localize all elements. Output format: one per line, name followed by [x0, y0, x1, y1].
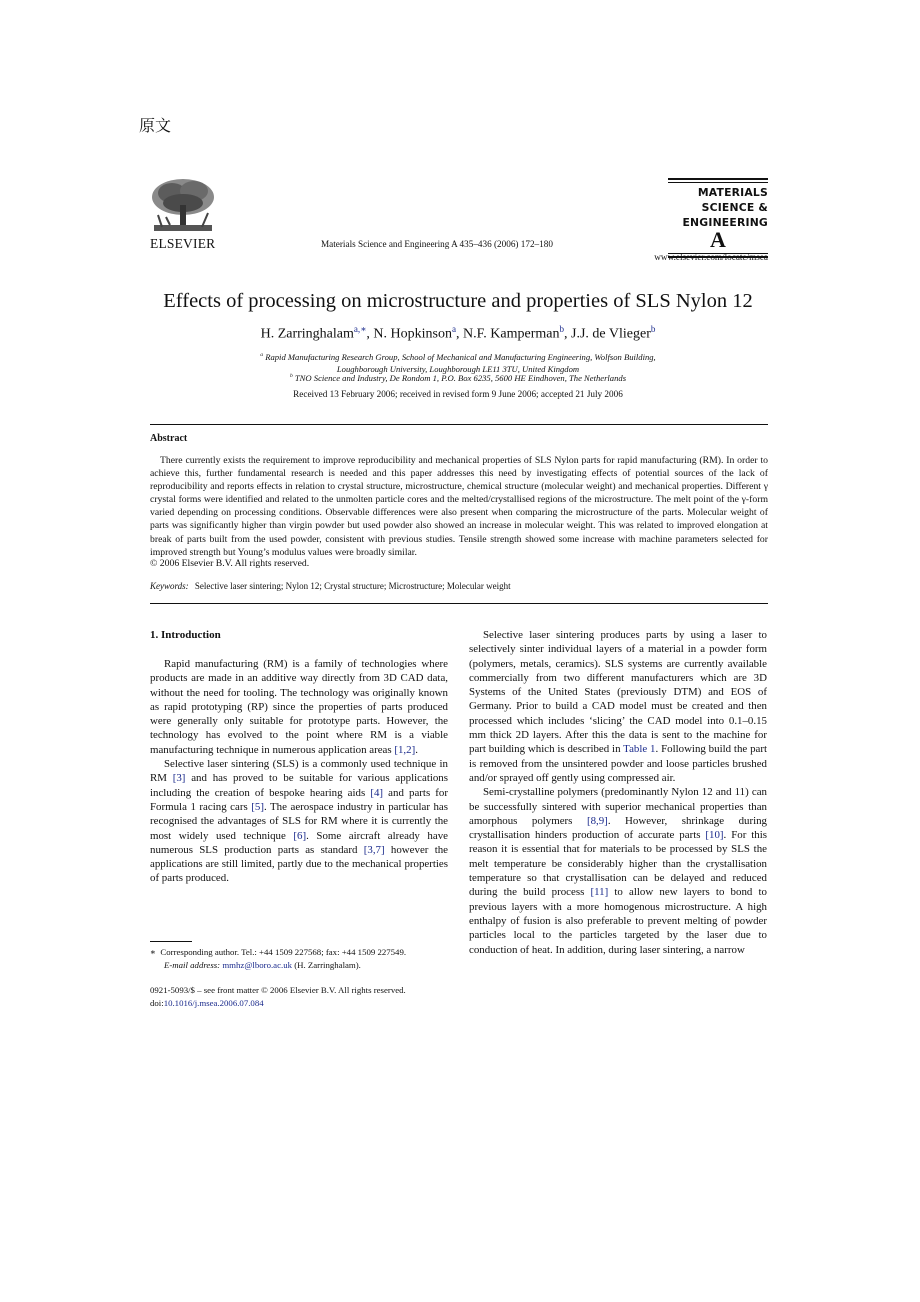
- paragraph: Semi-crystalline polymers (predominantly Nylon 12 and 11) can be successfully sintered with superior mechanical properties than amorphous polymers [8,9]. However, shrinkage during crystallisation hinders production of accurate parts [10]. For this reason it is essential that for materials to be processed by SLS the melt temperature be considerably higher than the crystallisation temperature so that crystallisation can be delayed and reduced during the build process [11] to allow new layers to bond to previous layers with a more homogenous microstructure. A high enthalpy of fusion is also preferable to prevent melting of powder particles local to the particles targeted by the laser due to conduction of heat. In addition, during laser sintering, a narrow: [469, 786, 768, 956]
- footnote-text: Corresponding author. Tel.: +44 1509 227568; fax: +44 1509 227549.: [160, 947, 407, 957]
- author-affil-mark[interactable]: b: [650, 324, 656, 334]
- citation-link[interactable]: [8,9]: [586, 814, 608, 827]
- divider: [150, 603, 768, 604]
- paragraph: Selective laser sintering produces parts by using a laser to selectively sinter individual layers of a material in a powder form (polymers, metals, ceramics). SLS systems are currently available commercially from two different manufacturers which are 3D Systems of the United States (previously DTM) and EOS of Germany. Prior to build a CAD model must be created and then processed which includes ‘slicing’ the CAD model into 0.1–0.15 mm thick 2D layers. After this the data is sent to the machine for part building which is described in Table 1. Following build the part is removed from the unsintered powder and loose particles brushed and/or sprayed off gently using compressed air.: [469, 629, 767, 784]
- abstract-copyright: © 2006 Elsevier B.V. All rights reserved.: [150, 558, 310, 569]
- journal-logo: [668, 178, 768, 260]
- right-column: [469, 628, 767, 957]
- author-name: J.J. de Vlieger: [571, 326, 651, 342]
- affiliation-mark: b: [289, 373, 293, 380]
- section-heading: 1. Introduction: [150, 629, 221, 641]
- email-tail: (H. Zarringhalam).: [294, 960, 361, 970]
- citation-link[interactable]: [11]: [590, 886, 609, 899]
- affiliation-mark: a: [260, 352, 264, 358]
- divider: [150, 424, 768, 425]
- journal-citation: Materials Science and Engineering A 435–436 (2006) 172–180: [321, 239, 553, 249]
- citation-link[interactable]: [3,7]: [363, 843, 385, 856]
- footnote-rule: [150, 941, 192, 942]
- abstract-heading: Abstract: [150, 433, 188, 444]
- journal-url[interactable]: www.elsevier.com/locate/msea: [654, 252, 768, 262]
- front-matter: [150, 984, 450, 1009]
- elsevier-tree-logo: [150, 177, 216, 233]
- author-name: H. Zarringhalam: [260, 326, 354, 342]
- table-link[interactable]: Table 1: [623, 743, 656, 756]
- keywords-list: Selective laser sintering; Nylon 12; Crystal structure; Microstructure; Molecular weight: [194, 581, 511, 591]
- page-tag: 原文: [139, 116, 172, 135]
- keywords-label: Keywords:: [150, 581, 189, 591]
- publisher-name: ELSEVIER: [150, 236, 216, 251]
- citation-link[interactable]: [5]: [251, 800, 264, 813]
- corresponding-author-footnote: [150, 946, 450, 972]
- paragraph: Rapid manufacturing (RM) is a family of technologies where products are made in an additive way directly from 3D CAD data, without the need for tooling. The technology was originally known as rapid prototyping (RP) since the properties of parts produced were generally only suitable for prototype parts. However, the technology has evolved to the point where RM is a viable manufacturing technique in numerous application areas [1,2].: [150, 658, 448, 756]
- paragraph: Selective laser sintering (SLS) is a commonly used technique in RM [3] and has proved to be suitable for various applications including the creation of bespoke hearing aids [4] and parts for Formula 1 racing cars [5]. The aerospace industry in particular has recognised the advantages of SLS for RM where it is currently the most widely used technique [6]. Some aircraft already have numerous SLS production parts as standard [3,7] however the applications are still limited, partly due to the mechanical properties of parts produced.: [150, 758, 449, 885]
- journal-logo-line1: MATERIALS: [697, 186, 768, 199]
- citation-link[interactable]: [1,2]: [394, 743, 416, 756]
- journal-logo-line2: SCIENCE &: [701, 201, 768, 214]
- email-label: E-mail address:: [164, 960, 221, 970]
- journal-logo-line3: ENGINEERING: [682, 216, 768, 229]
- affiliation-text: Rapid Manufacturing Research Group, School of Mechanical and Manufacturing Engineering, Wolfson Building,: [265, 351, 656, 362]
- front-matter-line: 0921-5093/$ – see front matter © 2006 Elsevier B.V. All rights reserved.: [150, 985, 406, 995]
- author-affil-mark[interactable]: b: [559, 324, 565, 334]
- affiliation-b: [100, 373, 816, 383]
- paper-title: Effects of processing on microstructure and properties of SLS Nylon 12: [163, 290, 753, 312]
- abstract-body: There currently exists the requirement to improve reproducibility and mechanical properties of SLS Nylon parts for rapid manufacturing (RM). In order to achieve this, further fundamental research is needed and this paper addresses this need by investigating effects of potential sources of the lack of reproducibility and reports effects in relation to crystal structure, microstructure, chemical structure (molecular weight) and mechanical properties. Different γ crystal forms were identified and related to the unmolten particle cores and the melted/crystallised regions of the microstructure. The melt point of the γ-form varied depending on processing conditions. Observable differences were also present when comparing the microstructure of the parts. Molecular weight of parts was significantly higher than virgin powder but used powder also showed an increase in molecular weight. This was related to improved elongation at break of parts built from the used powder, consistent with previous studies. Tensile strength showed some increase with machine parameters selected for improved strength but Young’s modulus values were broadly similar.: [150, 455, 768, 558]
- author-name: N.F. Kamperman: [463, 326, 560, 342]
- affiliation-text: Loughborough University, Loughborough LE11 3TU, United Kingdom: [336, 363, 580, 374]
- citation-link[interactable]: [10]: [705, 829, 724, 842]
- author-affil-mark[interactable]: a,∗: [353, 324, 367, 334]
- author-affil-mark[interactable]: a: [451, 324, 456, 334]
- author-list: H. Zarringhalam$^{a,∗}$, N. Hopkinson$^a$, N.F. Kamperman$^b$, J.J. de Vlieger$^b$: [260, 324, 656, 342]
- email-link[interactable]: mmhz@lboro.ac.uk: [222, 960, 292, 970]
- affiliation-text: TNO Science and Industry, De Rondom 1, P.O. Box 6235, 5600 HE Eindhoven, The Netherlands: [294, 373, 627, 383]
- citation-link[interactable]: [6]: [293, 829, 307, 842]
- citation-link[interactable]: [4]: [370, 786, 384, 799]
- doi-label: doi:: [150, 997, 164, 1008]
- received-dates: Received 13 February 2006; received in revised form 9 June 2006; accepted 21 July 2006: [293, 389, 623, 399]
- author-name: N. Hopkinson: [373, 326, 452, 342]
- left-column: [150, 657, 448, 886]
- doi-link[interactable]: 10.1016/j.msea.2006.07.084: [163, 997, 264, 1008]
- citation-link[interactable]: [3]: [172, 772, 186, 785]
- footnote-mark: ∗: [150, 947, 156, 957]
- keywords: [150, 581, 511, 591]
- affiliation-a: [100, 349, 816, 375]
- journal-logo-letter: A: [710, 227, 726, 252]
